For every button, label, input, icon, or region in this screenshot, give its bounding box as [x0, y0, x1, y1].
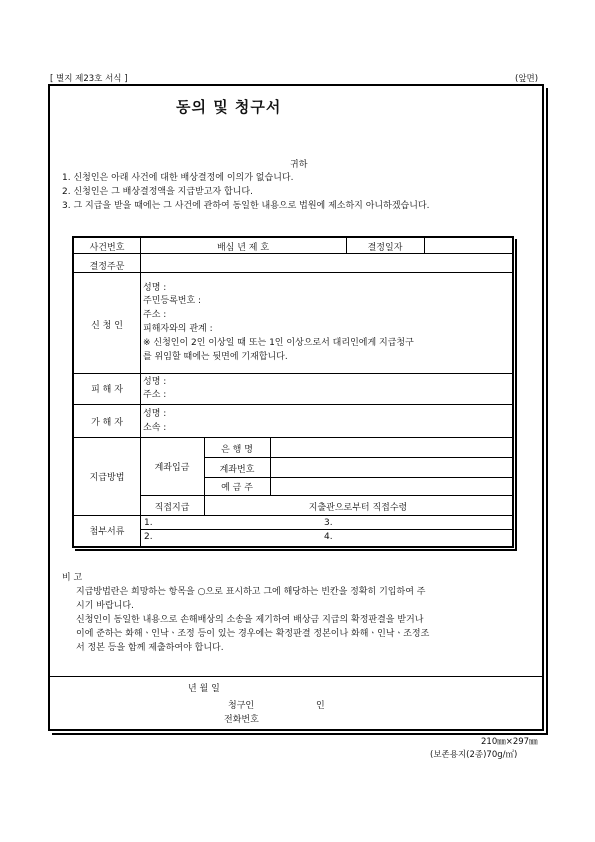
applicant-note-2: 를 위임할 때에는 뒷면에 기재합니다.	[143, 352, 288, 362]
attachment-4[interactable]: 4.	[324, 532, 333, 542]
decision-date-label: 결정일자	[367, 243, 403, 253]
decision-date-field[interactable]	[424, 240, 512, 252]
direct-payment-value: 지출관으로부터 직접수령	[308, 503, 408, 513]
account-no-label: 계좌번호	[219, 465, 255, 475]
paper-size: 210㎜×297㎜	[481, 737, 538, 747]
account-no-field[interactable]	[270, 459, 512, 475]
perpetrator-label: 가 해 자	[91, 418, 123, 428]
remarks-line-1: 지급방법란은 희망하는 항목을 ○으로 표시하고 그에 해당하는 빈칸을 정확히 기입하여 주	[76, 587, 426, 597]
attachments-label: 첨부서류	[89, 527, 125, 537]
depositor-label: 예 금 주	[221, 483, 253, 493]
depositor-field[interactable]	[270, 479, 512, 493]
remarks-line-5: 서 정본 등을 함께 제출하여야 합니다.	[76, 643, 224, 653]
direct-payment-label: 직접지급	[154, 503, 190, 513]
applicant-note-1: ※ 신청인이 2인 이상일 때 또는 1인 이상으로서 대리인에게 지급청구	[143, 338, 414, 348]
applicant-label: 신 청 인	[91, 321, 123, 331]
statement-2: 2. 신청인은 그 배상결정액을 지급받고자 합니다.	[62, 187, 253, 197]
remarks-line-4: 이에 준하는 화해ㆍ인낙ㆍ조정 등이 있는 경우에는 확정판결 정본이나 화해ㆍ인낙ㆍ조정조	[76, 629, 430, 639]
decision-order-field[interactable]	[140, 256, 512, 270]
applicant-address-field[interactable]: 주소 :	[143, 310, 167, 320]
victim-label: 피 해 자	[91, 385, 123, 395]
statement-1: 1. 신청인은 아래 사건에 대한 배상결정에 이의가 없습니다.	[62, 173, 294, 183]
applicant-relation-field[interactable]: 피해자와의 관계 :	[143, 324, 213, 334]
account-deposit-label: 계좌입금	[154, 463, 190, 473]
perpetrator-name-field[interactable]: 성명 :	[143, 409, 167, 419]
bank-name-field[interactable]	[270, 439, 512, 455]
addressee: 귀하	[290, 160, 308, 170]
remarks-line-3: 신청인이 동일한 내용으로 손해배상의 소송을 제기하여 배상금 지급의 확정판결을 받거나	[76, 615, 424, 625]
applicant-name-field[interactable]: 성명 :	[143, 283, 167, 293]
victim-name-field[interactable]: 성명 :	[143, 377, 167, 387]
date-field[interactable]: 년 월 일	[188, 684, 220, 694]
paper-stock: (보존용지(2종)70g/㎡)	[430, 750, 518, 760]
page-side-label: (앞면)	[515, 74, 539, 84]
signature-divider	[48, 676, 544, 677]
case-no-value[interactable]: 배심 년 제 호	[216, 243, 270, 253]
phone-label: 전화번호	[224, 715, 259, 725]
remarks-heading: 비 고	[62, 573, 83, 583]
victim-address-field[interactable]: 주소 :	[143, 390, 167, 400]
attachment-3[interactable]: 3.	[324, 518, 333, 528]
statement-3: 3. 그 지급을 받을 때에는 그 사건에 관하여 동일한 내용으로 법원에 제소하지 아니하겠습니다.	[62, 201, 430, 211]
claim-table	[72, 236, 514, 548]
form-title: 동의 및 청구서	[176, 98, 282, 116]
attachment-1[interactable]: 1.	[144, 518, 153, 528]
form-number: [ 별지 제23호 서식 ]	[50, 74, 128, 84]
claimant-label: 청구인	[228, 701, 255, 711]
applicant-id-field[interactable]: 주민등록번호 :	[143, 296, 202, 306]
remarks-line-2: 시기 바랍니다.	[76, 601, 134, 611]
case-no-label: 사건번호	[89, 243, 125, 253]
attachment-2[interactable]: 2.	[144, 532, 153, 542]
seal-mark[interactable]: 인	[316, 701, 325, 711]
perpetrator-affiliation-field[interactable]: 소속 :	[143, 423, 167, 433]
payment-method-label: 지급방법	[89, 473, 125, 483]
bank-name-label: 은 행 명	[221, 445, 253, 455]
decision-order-label: 결정주문	[89, 262, 125, 272]
